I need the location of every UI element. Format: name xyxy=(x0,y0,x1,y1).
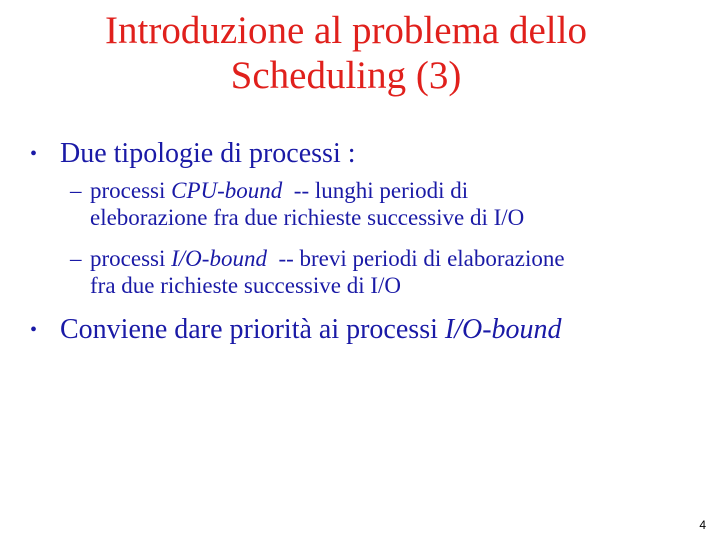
term-cpu-bound: CPU-bound xyxy=(171,178,283,203)
sub-rest: -- lunghi periodi di xyxy=(282,178,469,203)
term-io-bound: I/O-bound xyxy=(171,246,267,271)
sub-continuation: fra due richieste successive di I/O xyxy=(90,273,402,298)
bullet-dot-icon: • xyxy=(30,143,38,165)
bullet-priorita xyxy=(30,314,562,346)
bullet-dot-icon: • xyxy=(30,319,38,341)
sub-prefix: processi xyxy=(90,178,172,203)
slide-title xyxy=(0,8,692,98)
dash-icon: – xyxy=(70,178,82,203)
bullet-tipologie xyxy=(30,138,356,170)
dash-icon: – xyxy=(70,246,82,271)
bullet-text: Conviene dare priorità ai processi xyxy=(60,314,445,345)
sub-prefix: processi xyxy=(90,246,172,271)
sub-continuation: eleborazione fra due richieste successive di I/O xyxy=(90,205,525,230)
bullet-text: Due tipologie di processi : xyxy=(60,138,356,169)
page-number: 4 xyxy=(699,518,706,532)
term-io-bound: I/O-bound xyxy=(444,314,562,345)
sub-bullet-io-bound xyxy=(70,245,565,299)
title-line-2: Scheduling (3) xyxy=(230,54,462,97)
sub-rest: -- brevi periodi di elaborazione xyxy=(266,246,565,271)
sub-bullet-cpu-bound xyxy=(70,177,524,231)
title-line-1: Introduzione al problema dello xyxy=(105,9,587,52)
